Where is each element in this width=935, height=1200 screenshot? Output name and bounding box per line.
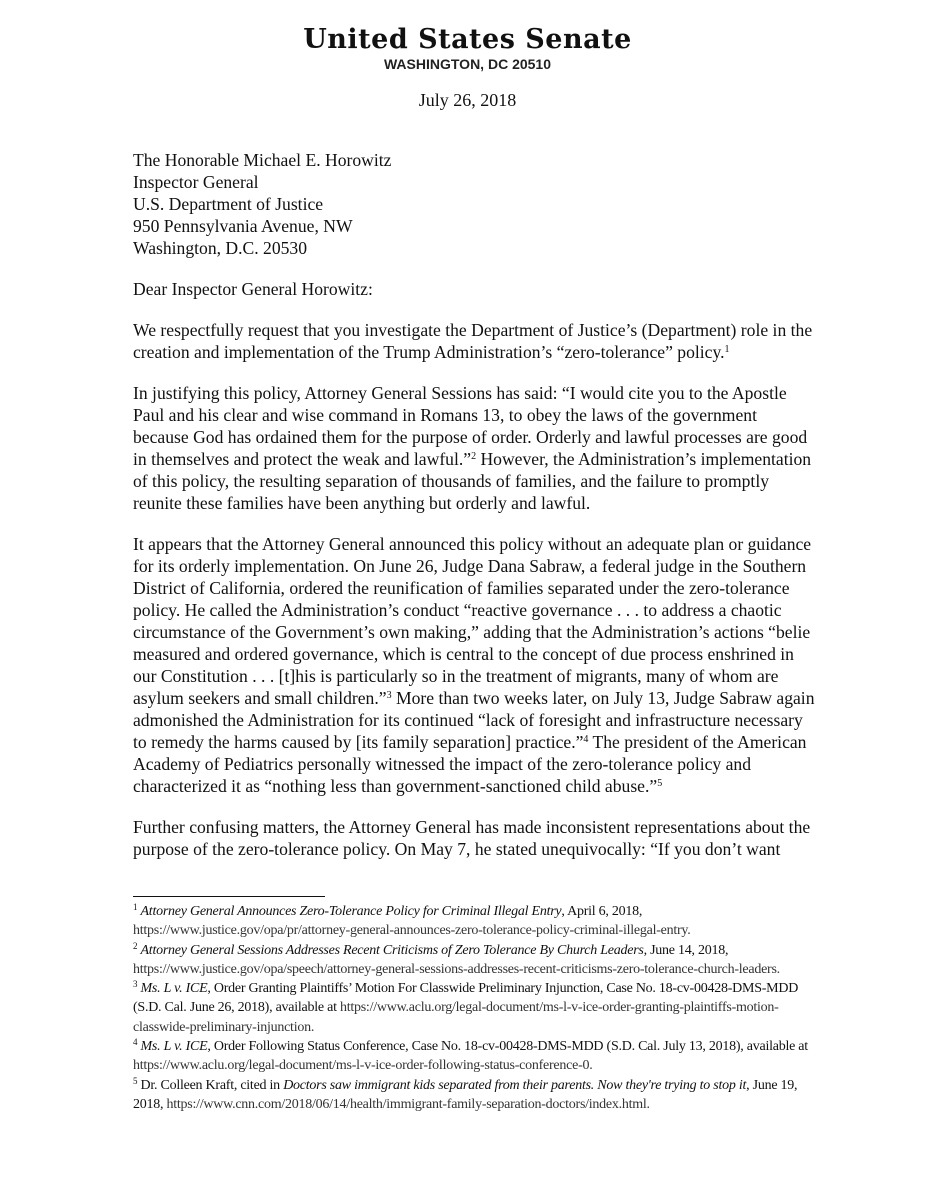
- footnote-ref: 1: [724, 344, 730, 355]
- footnote-text: , June 19, 2018,: [133, 1077, 798, 1112]
- letter-body: [133, 149, 815, 879]
- paragraph-1: [133, 319, 815, 363]
- letter-date: July 26, 2018: [418, 90, 517, 110]
- footnote: [133, 902, 823, 941]
- footnote: [133, 941, 823, 980]
- footnote-number: 5: [133, 1075, 138, 1086]
- footnote-text: , June 14, 2018,: [643, 942, 729, 958]
- footnote-text: Dr. Colleen Kraft, cited in: [140, 1077, 284, 1093]
- footnote-title: Doctors saw immigrant kids separated from their parents. Now they're trying to stop it: [283, 1077, 747, 1093]
- address-line: 950 Pennsylvania Avenue, NW: [133, 216, 353, 236]
- footnote-ref: 2: [471, 451, 477, 462]
- footnote-url[interactable]: https://www.aclu.org/legal-document/ms-l-v-ice-order-granting-plaintiffs-motion-classwide-preliminary-injunction.: [133, 1000, 779, 1035]
- paragraph-3: [133, 533, 815, 797]
- footnote-url[interactable]: https://www.cnn.com/2018/06/14/health/immigrant-family-separation-doctors/index.html.: [166, 1096, 650, 1112]
- footnote-ref: 5: [657, 778, 663, 789]
- footnotes: [133, 902, 823, 1114]
- footnote-title: Attorney General Announces Zero-Tolerance Policy for Criminal Illegal Entry: [140, 904, 562, 919]
- address-line: U.S. Department of Justice: [133, 194, 324, 214]
- address-line: Washington, D.C. 20530: [133, 238, 308, 258]
- salutation: Dear Inspector General Horowitz:: [133, 279, 373, 299]
- letterhead: [0, 24, 935, 72]
- footnote-text: , Order Granting Plaintiffs’ Motion For Classwide Preliminary Injunction, Case No. 18-cv-00428-DMS-MDD (S.D. Cal. June 26, 2018), available at: [133, 981, 799, 1016]
- address-line: Inspector General: [133, 172, 259, 192]
- footnote-title: Attorney General Sessions Addresses Recent Criticisms of Zero Tolerance By Church Leaders: [140, 942, 644, 958]
- footnote-title: Ms. L v. ICE: [140, 1039, 208, 1055]
- footnote-text: , April 6, 2018,: [561, 904, 643, 919]
- recipient-address: [133, 149, 815, 259]
- footnote: [133, 979, 823, 1037]
- address-line: The Honorable Michael E. Horowitz: [133, 150, 392, 170]
- letterhead-title: United States Senate: [303, 24, 632, 55]
- text: We respectfully request that you investigate the Department of Justice’s (Department) role in the creation and implementation of the Trump Administration’s “zero-tolerance” policy.: [133, 320, 813, 362]
- footnote-number: 4: [133, 1037, 138, 1048]
- footnote: [133, 1076, 823, 1115]
- footnote-text: , Order Following Status Conference, Case No. 18-cv-00428-DMS-MDD (S.D. Cal. July 13, 2018), available at: [207, 1039, 808, 1055]
- footnote-url[interactable]: https://www.justice.gov/opa/speech/attorney-general-sessions-addresses-recent-criticisms-zero-tolerance-church-leaders.: [133, 961, 780, 977]
- letterhead-city: WASHINGTON, DC 20510: [383, 56, 551, 72]
- paragraph-4: Further confusing matters, the Attorney General has made inconsistent representations about the purpose of the zero-tolerance policy. On May 7, he stated unequivocally: “If you don’t want: [133, 817, 811, 859]
- text: However, the Administration’s implementation of this policy, the resulting separation of thousands of families, and the failure to promptly reunite these families have been anything but orderly and lawful.: [133, 449, 812, 513]
- footnote: [133, 1037, 823, 1076]
- footnote-number: 1: [133, 902, 138, 912]
- text: In justifying this policy, Attorney General Sessions has said: “I would cite you to the Apostle Paul and his clear and wise command in Romans 13, to obey the laws of the government because God has ordained them for the purpose of order. Orderly and lawful processes are good in themselves and protect the weak and lawful.”: [133, 383, 808, 469]
- footnote-url[interactable]: https://www.justice.gov/opa/pr/attorney-general-announces-zero-tolerance-policy-criminal-illegal-entry.: [133, 923, 691, 939]
- footnote-title: Ms. L v. ICE: [140, 981, 208, 997]
- footnote-url[interactable]: https://www.aclu.org/legal-document/ms-l-v-ice-order-following-status-conference-0.: [133, 1058, 593, 1074]
- footnote-divider: [133, 896, 325, 897]
- footnote-number: 3: [133, 979, 138, 990]
- paragraph-2: [133, 382, 815, 514]
- text: The president of the American Academy of Pediatrics personally witnessed the impact of the zero-tolerance policy and characterized it as “nothing less than government-sanctioned child abuse.”: [133, 732, 807, 796]
- text: More than two weeks later, on July 13, Judge Sabraw again admonished the Administration for its continued “lack of foresight and infrastructure necessary to remedy the harms caused by [its family separation] practice.”: [133, 688, 815, 752]
- footnote-ref: 3: [386, 690, 392, 701]
- text: It appears that the Attorney General announced this policy without an adequate plan or guidance for its orderly implementation. On June 26, Judge Dana Sabraw, a federal judge in the Southern District of California, ordered the reunification of families separated under the zero-tolerance policy. He called the Administration’s conduct “reactive governance . . . to address a chaotic circumstance of the Government’s own making,” adding that the Administration’s actions “belie measured and ordered governance, which is central to the concept of due process enshrined in our Constitution . . . [t]his is particularly so in the treatment of migrants, many of whom are asylum seekers and small children.”: [133, 534, 812, 708]
- footnote-number: 2: [133, 940, 138, 951]
- footnote-ref: 4: [583, 734, 589, 745]
